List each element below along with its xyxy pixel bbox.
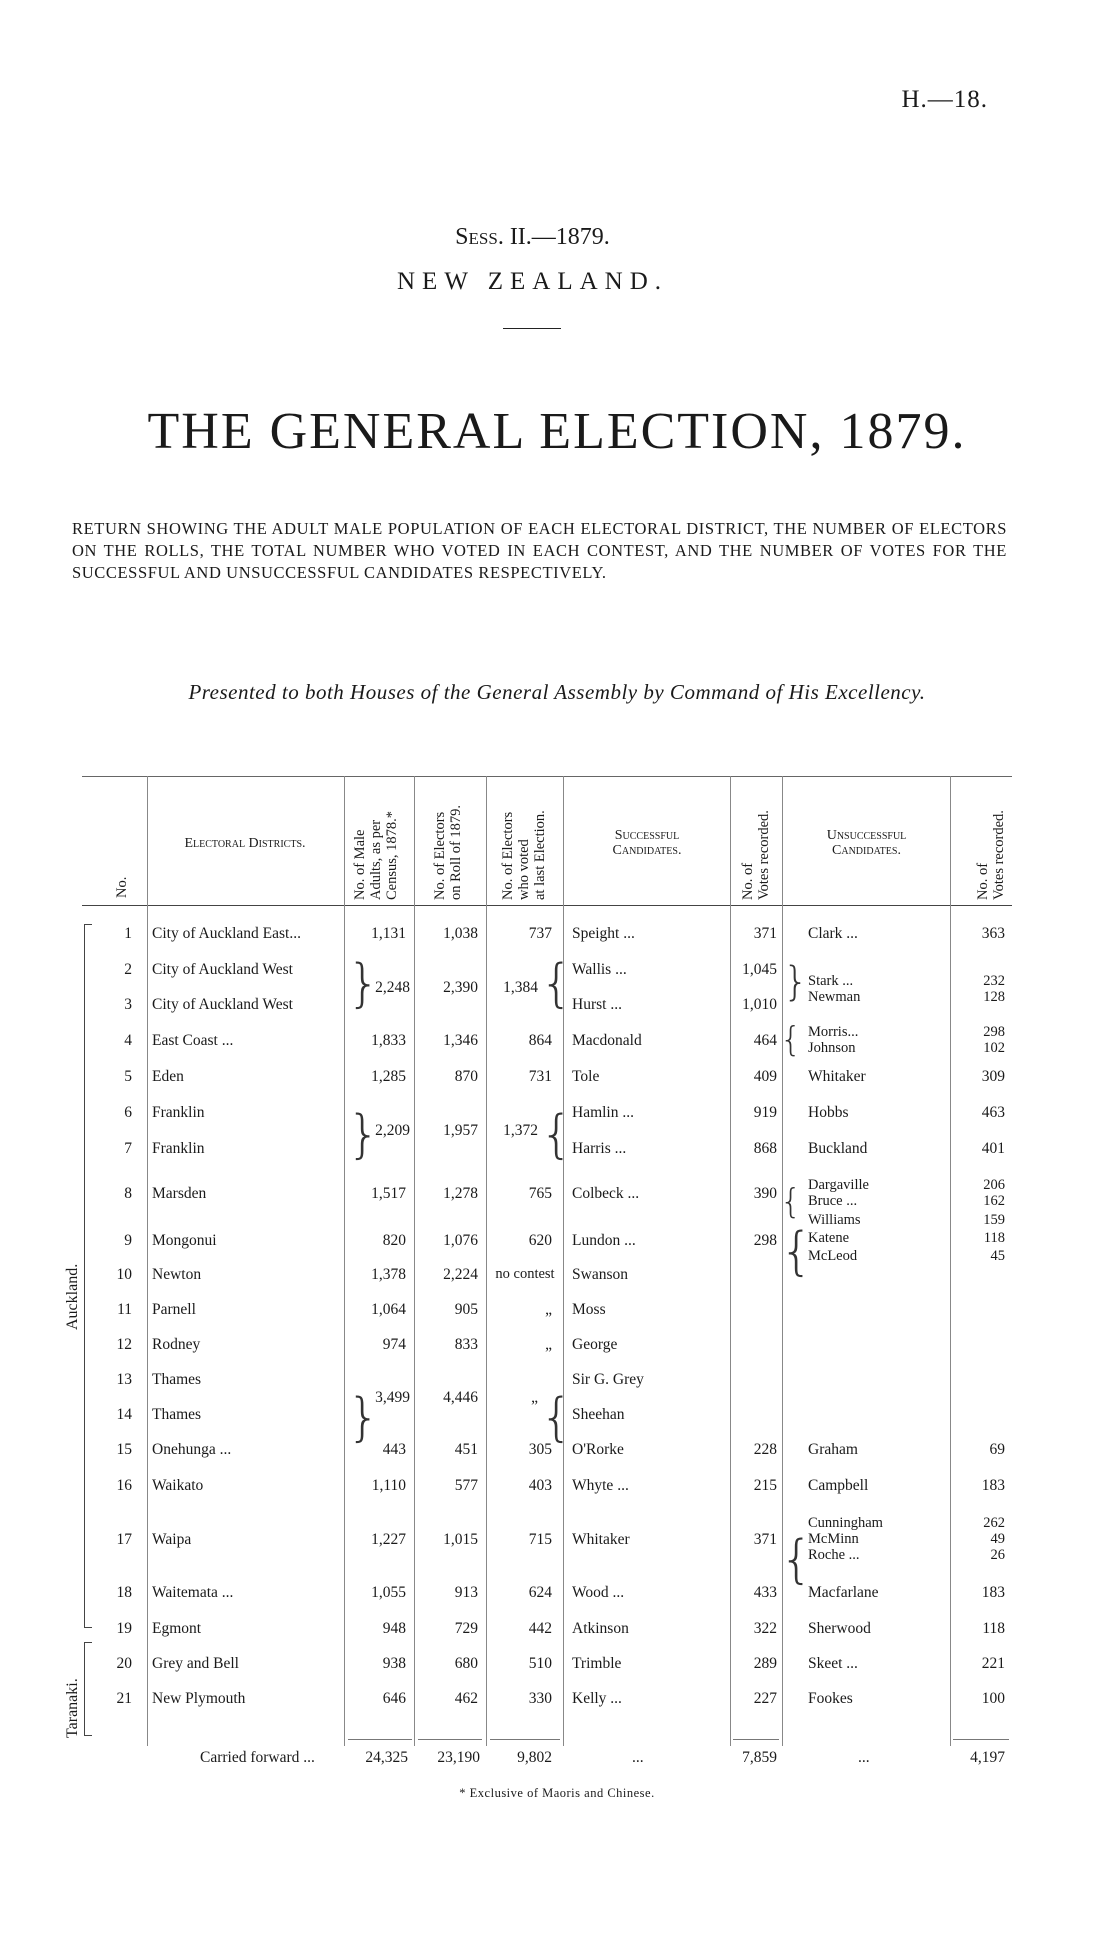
row-number: 5 xyxy=(124,1068,132,1085)
total-rule xyxy=(953,1739,1009,1740)
row-number: 20 xyxy=(116,1655,132,1672)
brace-icon: { xyxy=(540,1105,574,1165)
totals-winner-votes: 7,859 xyxy=(742,1749,777,1766)
unsuccessful-votes: 221 xyxy=(981,1655,1005,1672)
successful-votes: 289 xyxy=(753,1655,777,1672)
district-name: Waikato xyxy=(152,1477,204,1494)
successful-candidate: Moss xyxy=(572,1301,606,1318)
electors-on-roll: 680 xyxy=(454,1655,478,1672)
unsuccessful-votes: 69 xyxy=(989,1441,1005,1458)
row-number: 13 xyxy=(116,1371,132,1388)
successful-candidate: O'Rorke xyxy=(572,1441,624,1458)
successful-votes: 371 xyxy=(753,1531,777,1548)
electors-voted: 765 xyxy=(528,1185,552,1202)
auckland-bracket xyxy=(84,924,92,1628)
district-name: City of Auckland East... xyxy=(152,925,301,942)
district-name: Rodney xyxy=(152,1336,201,1353)
electors-voted: 737 xyxy=(528,925,552,942)
row-number: 15 xyxy=(116,1441,132,1458)
electors-voted: 864 xyxy=(528,1032,552,1049)
header-unsuccessful-line: Candidates. xyxy=(832,843,901,858)
district-name: Franklin xyxy=(152,1104,205,1121)
electors-on-roll: 4,446 xyxy=(443,1389,478,1406)
successful-candidate: Sheehan xyxy=(572,1406,625,1423)
successful-candidate: Colbeck ... xyxy=(572,1185,640,1202)
male-adults: 1,064 xyxy=(371,1301,406,1318)
successful-candidate: Swanson xyxy=(572,1266,628,1283)
male-adults: 938 xyxy=(382,1655,406,1672)
row-number: 10 xyxy=(116,1266,132,1283)
unsuccessful-votes: 298 xyxy=(983,1024,1005,1040)
column-rule xyxy=(414,776,415,1746)
footnote: * Exclusive of Maoris and Chinese. xyxy=(459,1786,655,1800)
successful-votes: 322 xyxy=(753,1620,777,1637)
unsuccessful-candidate: McMinn xyxy=(808,1531,859,1547)
electors-voted: 624 xyxy=(528,1584,552,1601)
male-adults: 1,110 xyxy=(371,1477,406,1494)
unsuccessful-candidate: Dargaville xyxy=(808,1177,869,1193)
district-name: Eden xyxy=(152,1068,184,1085)
electors-on-roll: 451 xyxy=(454,1441,478,1458)
unsuccessful-candidate: Buckland xyxy=(808,1140,868,1157)
title-divider xyxy=(503,328,561,329)
header-electors xyxy=(432,805,464,900)
unsuccessful-candidate: Katene xyxy=(808,1230,850,1246)
row-number: 19 xyxy=(116,1620,132,1637)
brace-icon: { xyxy=(780,1182,802,1222)
unsuccessful-votes: 183 xyxy=(981,1584,1005,1601)
header-voted-line: who voted xyxy=(516,839,532,900)
electors-on-roll: 913 xyxy=(454,1584,478,1601)
row-number: 16 xyxy=(116,1477,132,1494)
successful-candidate: Hurst ... xyxy=(572,996,622,1013)
electors-voted: 1,384 xyxy=(503,979,538,996)
brace-icon: { xyxy=(780,1020,802,1060)
electors-voted: 715 xyxy=(528,1531,552,1548)
row-number: 7 xyxy=(124,1140,132,1157)
successful-candidate: Hamlin ... xyxy=(572,1104,634,1121)
male-adults: 1,131 xyxy=(371,925,406,942)
male-adults: 443 xyxy=(382,1441,406,1458)
totals-winner: ... xyxy=(632,1749,644,1766)
male-adults: 1,285 xyxy=(371,1068,406,1085)
successful-votes: 390 xyxy=(753,1185,777,1202)
successful-votes: 1,010 xyxy=(742,996,777,1013)
successful-candidate: George xyxy=(572,1336,618,1353)
row-number: 1 xyxy=(124,925,132,942)
unsuccessful-candidate: Macfarlane xyxy=(808,1584,879,1601)
header-successful-line: Candidates. xyxy=(612,843,682,858)
header-adults-line: Census, 1878.* xyxy=(384,810,400,900)
header-no: No. xyxy=(114,876,130,898)
successful-candidate: Atkinson xyxy=(572,1620,629,1637)
electors-on-roll: 2,224 xyxy=(443,1266,478,1283)
male-adults: 974 xyxy=(382,1336,406,1353)
successful-votes: 298 xyxy=(753,1232,777,1249)
brace-icon: } xyxy=(783,959,809,1005)
successful-candidate: Whitaker xyxy=(572,1531,630,1548)
district-name: Parnell xyxy=(152,1301,196,1318)
successful-candidate: Sir G. Grey xyxy=(572,1371,644,1388)
brace-icon: } xyxy=(347,954,381,1014)
brace-icon: { xyxy=(540,954,574,1014)
electors-on-roll: 1,278 xyxy=(443,1185,478,1202)
totals-adults: 24,325 xyxy=(365,1749,408,1766)
district-name: Egmont xyxy=(152,1620,202,1637)
brace-icon: { xyxy=(780,1222,814,1282)
header-votes-unsuccessful xyxy=(975,810,1007,900)
taranaki-bracket xyxy=(84,1642,92,1736)
table-top-rule xyxy=(82,776,1012,777)
district-name: Grey and Bell xyxy=(152,1655,239,1672)
successful-candidate: Speight ... xyxy=(572,925,635,942)
successful-candidate: Trimble xyxy=(572,1655,622,1672)
electors-on-roll: 833 xyxy=(454,1336,478,1353)
unsuccessful-candidate: Williams xyxy=(808,1212,861,1228)
successful-votes: 371 xyxy=(753,925,777,942)
unsuccessful-votes: 49 xyxy=(990,1531,1005,1547)
header-voted-line: at last Election. xyxy=(532,810,548,900)
electors-on-roll: 1,038 xyxy=(443,925,478,942)
header-adults-line: No. of Male xyxy=(352,829,368,900)
successful-votes: 215 xyxy=(753,1477,777,1494)
row-number: 6 xyxy=(124,1104,132,1121)
totals-electors: 23,190 xyxy=(437,1749,480,1766)
unsuccessful-votes: 309 xyxy=(981,1068,1005,1085)
page-title: THE GENERAL ELECTION, 1879. xyxy=(147,403,967,460)
electors-voted: 1,372 xyxy=(503,1122,538,1139)
unsuccessful-candidate: Newman xyxy=(808,989,861,1005)
successful-votes: 227 xyxy=(753,1690,777,1707)
electors-voted: 305 xyxy=(528,1441,552,1458)
male-adults: 1,227 xyxy=(371,1531,406,1548)
brace-icon: { xyxy=(780,1530,814,1590)
male-adults: 1,833 xyxy=(371,1032,406,1049)
unsuccessful-votes: 159 xyxy=(983,1212,1005,1228)
district-name: Franklin xyxy=(152,1140,205,1157)
header-votes-line: Votes recorded. xyxy=(991,810,1007,900)
session-line: Sess. II.—1879. xyxy=(455,224,610,250)
unsuccessful-votes: 45 xyxy=(990,1248,1005,1264)
male-adults: 1,378 xyxy=(371,1266,406,1283)
unsuccessful-candidate: Clark ... xyxy=(808,925,858,942)
successful-votes: 868 xyxy=(753,1140,777,1157)
male-adults: 2,209 xyxy=(375,1122,410,1139)
successful-votes: 228 xyxy=(753,1441,777,1458)
electors-on-roll: 905 xyxy=(454,1301,478,1318)
page-reference: H.—18. xyxy=(901,86,988,113)
unsuccessful-candidate: Johnson xyxy=(808,1040,856,1056)
presented-line: Presented to both Houses of the General Assembly by Command of His Excellency. xyxy=(188,680,926,704)
row-number: 18 xyxy=(116,1584,132,1601)
row-number: 21 xyxy=(116,1690,132,1707)
header-electors-line: on Roll of 1879. xyxy=(448,804,464,900)
district-name: City of Auckland West xyxy=(152,996,293,1013)
district-name: Onehunga ... xyxy=(152,1441,232,1458)
unsuccessful-candidate: Bruce ... xyxy=(808,1193,858,1209)
unsuccessful-candidate: Cunningham xyxy=(808,1515,883,1531)
column-rule xyxy=(344,776,345,1746)
electors-on-roll: 870 xyxy=(454,1068,478,1085)
column-rule xyxy=(950,776,951,1746)
total-rule xyxy=(733,1739,779,1740)
electors-voted: „ xyxy=(545,1301,552,1318)
district-name: Waitemata ... xyxy=(152,1584,234,1601)
electors-voted: 620 xyxy=(528,1232,552,1249)
column-rule xyxy=(730,776,731,1746)
unsuccessful-votes: 118 xyxy=(983,1230,1005,1246)
electors-voted: 510 xyxy=(528,1655,552,1672)
row-number: 8 xyxy=(124,1185,132,1202)
country-line: NEW ZEALAND. xyxy=(397,268,668,295)
successful-candidate: Harris ... xyxy=(572,1140,627,1157)
successful-candidate: Wood ... xyxy=(572,1584,625,1601)
electors-voted: no contest xyxy=(495,1266,555,1282)
header-adults-line: Adults, as per xyxy=(368,819,384,900)
header-successful xyxy=(566,828,728,858)
unsuccessful-candidate: Graham xyxy=(808,1441,858,1458)
row-number: 17 xyxy=(116,1531,132,1548)
unsuccessful-votes: 102 xyxy=(983,1040,1005,1056)
unsuccessful-candidate: Skeet ... xyxy=(808,1655,858,1672)
male-adults: 1,517 xyxy=(371,1185,406,1202)
unsuccessful-votes: 118 xyxy=(982,1620,1005,1637)
successful-votes: 1,045 xyxy=(742,961,777,978)
group-label-auckland: Auckland. xyxy=(64,1263,81,1330)
row-number: 4 xyxy=(124,1032,132,1049)
male-adults: 646 xyxy=(382,1690,406,1707)
brace-icon: } xyxy=(347,1388,381,1448)
male-adults: 948 xyxy=(382,1620,406,1637)
electors-voted: 403 xyxy=(528,1477,552,1494)
unsuccessful-candidate: McLeod xyxy=(808,1248,858,1264)
group-label-taranaki: Taranaki. xyxy=(64,1678,81,1738)
totals-losers: ... xyxy=(858,1749,870,1766)
electors-on-roll: 577 xyxy=(454,1477,478,1494)
unsuccessful-votes: 206 xyxy=(983,1177,1005,1193)
header-voted-line: No. of Electors xyxy=(500,811,516,900)
row-number: 9 xyxy=(124,1232,132,1249)
successful-votes: 409 xyxy=(753,1068,777,1085)
column-rule xyxy=(147,776,148,1746)
brace-icon: { xyxy=(540,1388,574,1448)
successful-candidate: Tole xyxy=(572,1068,600,1085)
totals-label: Carried forward ... xyxy=(200,1749,315,1766)
electors-voted: „ xyxy=(545,1336,552,1353)
unsuccessful-candidate: Hobbs xyxy=(808,1104,849,1121)
electors-on-roll: 1,076 xyxy=(443,1232,478,1249)
district-name: East Coast ... xyxy=(152,1032,234,1049)
electors-voted: 442 xyxy=(528,1620,552,1637)
table-header-rule xyxy=(82,905,1012,906)
male-adults: 820 xyxy=(382,1232,406,1249)
unsuccessful-votes: 183 xyxy=(981,1477,1005,1494)
header-adults xyxy=(352,811,400,900)
electors-on-roll: 1,957 xyxy=(443,1122,478,1139)
column-rule xyxy=(563,776,564,1746)
electors-on-roll: 729 xyxy=(454,1620,478,1637)
district-name: Thames xyxy=(152,1406,202,1423)
district-name: Newton xyxy=(152,1266,202,1283)
district-name: City of Auckland West xyxy=(152,961,293,978)
unsuccessful-candidate: Fookes xyxy=(808,1690,853,1707)
successful-candidate: Kelly ... xyxy=(572,1690,622,1707)
successful-candidate: Whyte ... xyxy=(572,1477,629,1494)
district-name: Waipa xyxy=(152,1531,192,1548)
totals-voted: 9,802 xyxy=(517,1749,552,1766)
electors-voted: „ xyxy=(531,1389,538,1406)
successful-candidate: Macdonald xyxy=(572,1032,642,1049)
header-unsuccessful-line: Unsuccessful xyxy=(826,828,907,843)
brace-icon: } xyxy=(347,1105,381,1165)
unsuccessful-votes: 26 xyxy=(990,1547,1005,1563)
successful-candidate: Lundon ... xyxy=(572,1232,636,1249)
row-number: 12 xyxy=(116,1336,132,1353)
unsuccessful-candidate: Roche ... xyxy=(808,1547,860,1563)
column-rule xyxy=(486,776,487,1746)
male-adults: 3,499 xyxy=(375,1389,410,1406)
unsuccessful-votes: 363 xyxy=(981,925,1005,942)
total-rule xyxy=(348,1739,412,1740)
unsuccessful-votes: 100 xyxy=(981,1690,1005,1707)
header-votes-line: No. of xyxy=(975,862,991,900)
row-number: 2 xyxy=(124,961,132,978)
header-votes-successful xyxy=(740,810,772,900)
district-name: Marsden xyxy=(152,1185,207,1202)
header-electors-line: No. of Electors xyxy=(432,811,448,900)
totals-loser-votes: 4,197 xyxy=(970,1749,1005,1766)
male-adults: 1,055 xyxy=(371,1584,406,1601)
header-unsuccessful xyxy=(785,828,948,858)
successful-votes: 464 xyxy=(753,1032,777,1049)
unsuccessful-votes: 232 xyxy=(983,973,1005,989)
electors-voted: 330 xyxy=(528,1690,552,1707)
district-name: New Plymouth xyxy=(152,1690,246,1707)
successful-votes: 919 xyxy=(753,1104,777,1121)
unsuccessful-candidate: Sherwood xyxy=(808,1620,871,1637)
row-number: 11 xyxy=(117,1301,132,1318)
total-rule xyxy=(490,1739,560,1740)
header-voted xyxy=(500,810,548,900)
unsuccessful-votes: 463 xyxy=(981,1104,1005,1121)
unsuccessful-votes: 262 xyxy=(983,1515,1005,1531)
district-name: Mongonui xyxy=(152,1232,217,1249)
electors-on-roll: 1,015 xyxy=(443,1531,478,1548)
electors-on-roll: 1,346 xyxy=(443,1032,478,1049)
return-description: RETURN SHOWING THE ADULT MALE POPULATION OF EACH ELECTORAL DISTRICT, THE NUMBER OF ELECTORS ON THE ROLLS, THE TOTAL NUMBER WHO VOTED IN EACH CONTEST, AND THE NUMBER OF VOTES FOR THE SUCCESSFUL AND UNSUCCESSFUL CANDIDATES RESPECTIVELY. xyxy=(72,519,1007,582)
row-number: 14 xyxy=(116,1406,132,1423)
unsuccessful-candidate: Campbell xyxy=(808,1477,869,1494)
electors-on-roll: 462 xyxy=(454,1690,478,1707)
unsuccessful-votes: 401 xyxy=(981,1140,1005,1157)
male-adults: 2,248 xyxy=(375,979,410,996)
unsuccessful-candidate: Stark ... xyxy=(808,973,854,989)
unsuccessful-votes: 162 xyxy=(983,1193,1005,1209)
header-votes-line: Votes recorded. xyxy=(756,810,772,900)
electors-on-roll: 2,390 xyxy=(443,979,478,996)
unsuccessful-votes: 128 xyxy=(983,989,1005,1005)
total-rule xyxy=(418,1739,482,1740)
electors-voted: 731 xyxy=(528,1068,552,1085)
unsuccessful-candidate: Whitaker xyxy=(808,1068,866,1085)
district-name: Thames xyxy=(152,1371,202,1388)
header-votes-line: No. of xyxy=(740,862,756,900)
header-districts: Electoral Districts. xyxy=(184,836,306,851)
header-successful-line: Successful xyxy=(614,828,680,843)
row-number: 3 xyxy=(124,996,132,1013)
unsuccessful-candidate: Morris... xyxy=(808,1024,859,1040)
successful-votes: 433 xyxy=(753,1584,777,1601)
successful-candidate: Wallis ... xyxy=(572,961,627,978)
